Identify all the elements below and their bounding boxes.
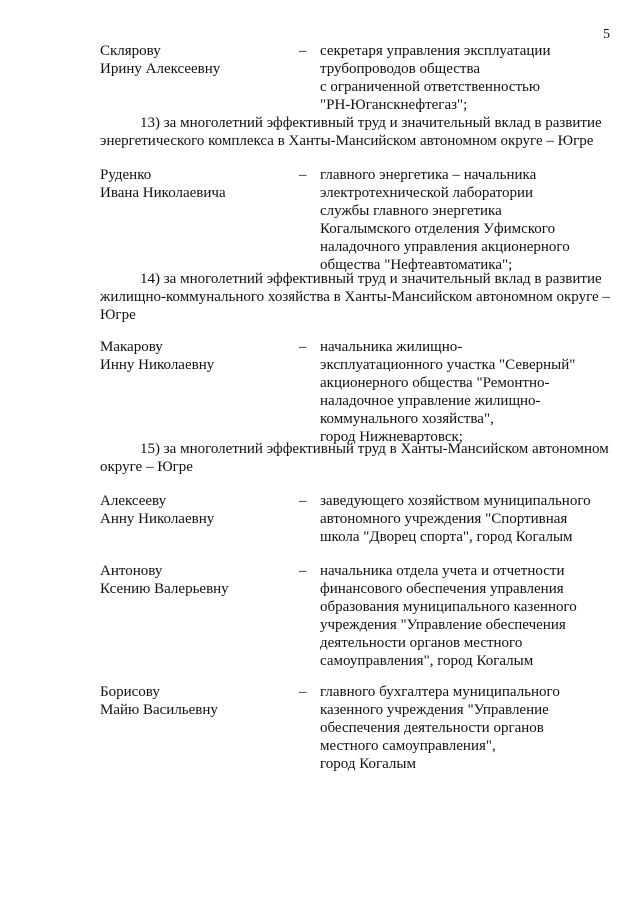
name-line: Майю Васильевну	[100, 702, 218, 718]
position-line: электротехнической лаборатории	[320, 185, 534, 201]
nominee-position	[320, 338, 595, 446]
nominee-position	[320, 166, 595, 274]
position-line: начальника жилищно-	[320, 339, 463, 355]
position-line: начальника отдела учета и отчетности	[320, 563, 565, 579]
nominee-position	[320, 562, 595, 670]
award-paragraph	[100, 114, 602, 150]
position-line: автономного учреждения "Спортивная	[320, 511, 568, 527]
nominee-position	[320, 683, 595, 773]
paragraph-line: 15) за многолетний эффективный труд в Ханты-Мансийском автономном	[140, 441, 609, 457]
position-line: Когалымского отделения Уфимского	[320, 221, 556, 237]
name-line: Борисову	[100, 684, 160, 700]
award-paragraph	[100, 440, 609, 476]
position-line: наладочное управление жилищно-	[320, 393, 541, 409]
nominee-name	[100, 562, 290, 598]
name-line: Руденко	[100, 167, 152, 183]
award-paragraph	[100, 270, 610, 324]
position-line: общества "Нефтеавтоматика";	[320, 257, 513, 273]
position-line: акционерного общества "Ремонтно-	[320, 375, 550, 391]
nominee-name	[100, 683, 290, 719]
name-line: Склярову	[100, 43, 161, 59]
nominee-name	[100, 42, 290, 78]
position-line: город Когалым	[320, 756, 416, 772]
nominee-name	[100, 338, 290, 374]
name-line: Инну Николаевну	[100, 357, 215, 373]
position-line: главного энергетика – начальника	[320, 167, 537, 183]
dash: –	[299, 167, 307, 183]
dash: –	[299, 43, 307, 59]
name-line: Макарову	[100, 339, 163, 355]
position-line: местного самоуправления",	[320, 738, 496, 754]
paragraph-line: 14) за многолетний эффективный труд и значительный вклад в развитие	[140, 271, 602, 287]
position-line: заведующего хозяйством муниципального	[320, 493, 591, 509]
dash: –	[299, 493, 307, 509]
position-line: с ограниченной ответственностью	[320, 79, 541, 95]
name-line: Алексееву	[100, 493, 167, 509]
paragraph-line: жилищно-коммунального хозяйства в Ханты-Мансийском автономном округе –	[100, 289, 610, 305]
position-line: самоуправления", город Когалым	[320, 653, 534, 669]
position-line: учреждения "Управление обеспечения	[320, 617, 566, 633]
dash: –	[299, 684, 307, 700]
paragraph-line: Югре	[100, 307, 136, 323]
position-line: трубопроводов общества	[320, 61, 480, 77]
dash: –	[299, 563, 307, 579]
dash: –	[299, 339, 307, 355]
position-line: школа "Дворец спорта", город Когалым	[320, 529, 573, 545]
paragraph-line: 13) за многолетний эффективный труд и значительный вклад в развитие	[140, 115, 602, 131]
position-line: секретаря управления эксплуатации	[320, 43, 551, 59]
name-line: Анну Николаевну	[100, 511, 215, 527]
page-number: 5	[603, 27, 610, 42]
nominee-position	[320, 492, 595, 546]
name-line: Антонову	[100, 563, 163, 579]
name-line: Ксению Валерьевну	[100, 581, 229, 597]
name-line: Ивана Николаевича	[100, 185, 226, 201]
nominee-position	[320, 42, 595, 114]
paragraph-line: округе – Югре	[100, 459, 193, 475]
position-line: город Нижневартовск;	[320, 429, 463, 445]
nominee-name	[100, 166, 290, 202]
position-line: деятельности органов местного	[320, 635, 523, 651]
position-line: главного бухгалтера муниципального	[320, 684, 560, 700]
position-line: финансового обеспечения управления	[320, 581, 564, 597]
nominee-name	[100, 492, 290, 528]
name-line: Ирину Алексеевну	[100, 61, 221, 77]
position-line: коммунального хозяйства",	[320, 411, 494, 427]
position-line: службы главного энергетика	[320, 203, 502, 219]
paragraph-line: энергетического комплекса в Ханты-Мансийском автономном округе – Югре	[100, 133, 594, 149]
position-line: "РН-Юганскнефтегаз";	[320, 97, 468, 113]
position-line: эксплуатационного участка "Северный"	[320, 357, 576, 373]
position-line: казенного учреждения "Управление	[320, 702, 549, 718]
position-line: образования муниципального казенного	[320, 599, 577, 615]
position-line: обеспечения деятельности органов	[320, 720, 544, 736]
position-line: наладочного управления акционерного	[320, 239, 570, 255]
